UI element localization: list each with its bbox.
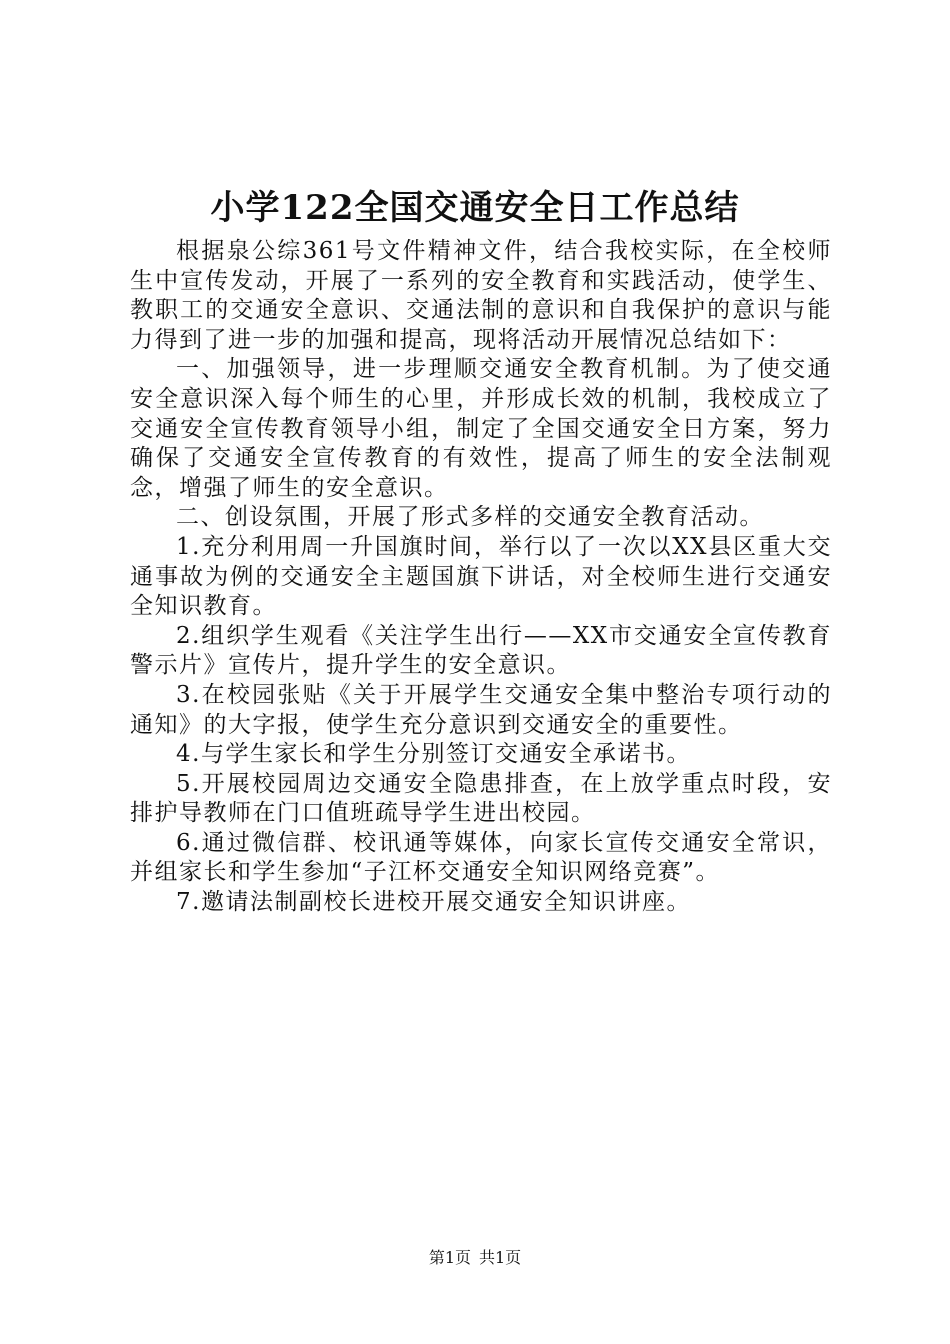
paragraph-section-1: 一、加强领导，进一步理顺交通安全教育机制。为了使交通安全意识深入每个师生的心里，并形成长效的机制，我校成立了交通安全宣传教育领导小组，制定了全国交通安全日方案，努力确保了交通安全宣传教育的有效性，提高了师生的安全法制观念，增强了师生的安全意识。 xyxy=(130,356,832,501)
page-number: 第1页 xyxy=(428,1248,471,1267)
paragraph-item-6: 6.通过微信群、校讯通等媒体，向家长宣传交通安全常识，并组家长和学生参加“子江杯交通安全知识网络竞赛”。 xyxy=(130,829,832,886)
paragraph-intro: 根据泉公综361号文件精神文件，结合我校实际，在全校师生中宣传发动，开展了一系列的安全教育和实践活动，使学生、教职工的交通安全意识、交通法制的意识和自我保护的意识与能力得到了进一步的加强和提高，现将活动开展情况总结如下： xyxy=(130,238,832,353)
paragraph-item-3: 3.在校园张贴《关于开展学生交通安全集中整治专项行动的通知》的大字报，使学生充分意识到交通安全的重要性。 xyxy=(130,681,832,738)
paragraph-item-2: 2.组织学生观看《关注学生出行——XX市交通安全宣传教育警示片》宣传片，提升学生的安全意识。 xyxy=(130,622,832,679)
paragraph-item-5: 5.开展校园周边交通安全隐患排查，在上放学重点时段，安排护导教师在门口值班疏导学生进出校园。 xyxy=(130,770,832,827)
document-title: 小学122全国交通安全日工作总结 xyxy=(210,188,740,228)
page-footer xyxy=(0,1246,950,1270)
paragraph-item-1: 1.充分利用周一升国旗时间，举行以了一次以XX县区重大交通事故为例的交通安全主题国旗下讲话，对全校师生进行交通安全知识教育。 xyxy=(130,533,832,620)
paragraph-item-4: 4.与学生家长和学生分别签订交通安全承诺书。 xyxy=(176,741,691,768)
document-body xyxy=(130,237,832,918)
page-total: 共1页 xyxy=(479,1248,522,1267)
paragraph-section-2: 二、创设氛围，开展了形式多样的交通安全教育活动。 xyxy=(176,504,764,531)
paragraph-item-7: 7.邀请法制副校长进校开展交通安全知识讲座。 xyxy=(176,889,691,916)
